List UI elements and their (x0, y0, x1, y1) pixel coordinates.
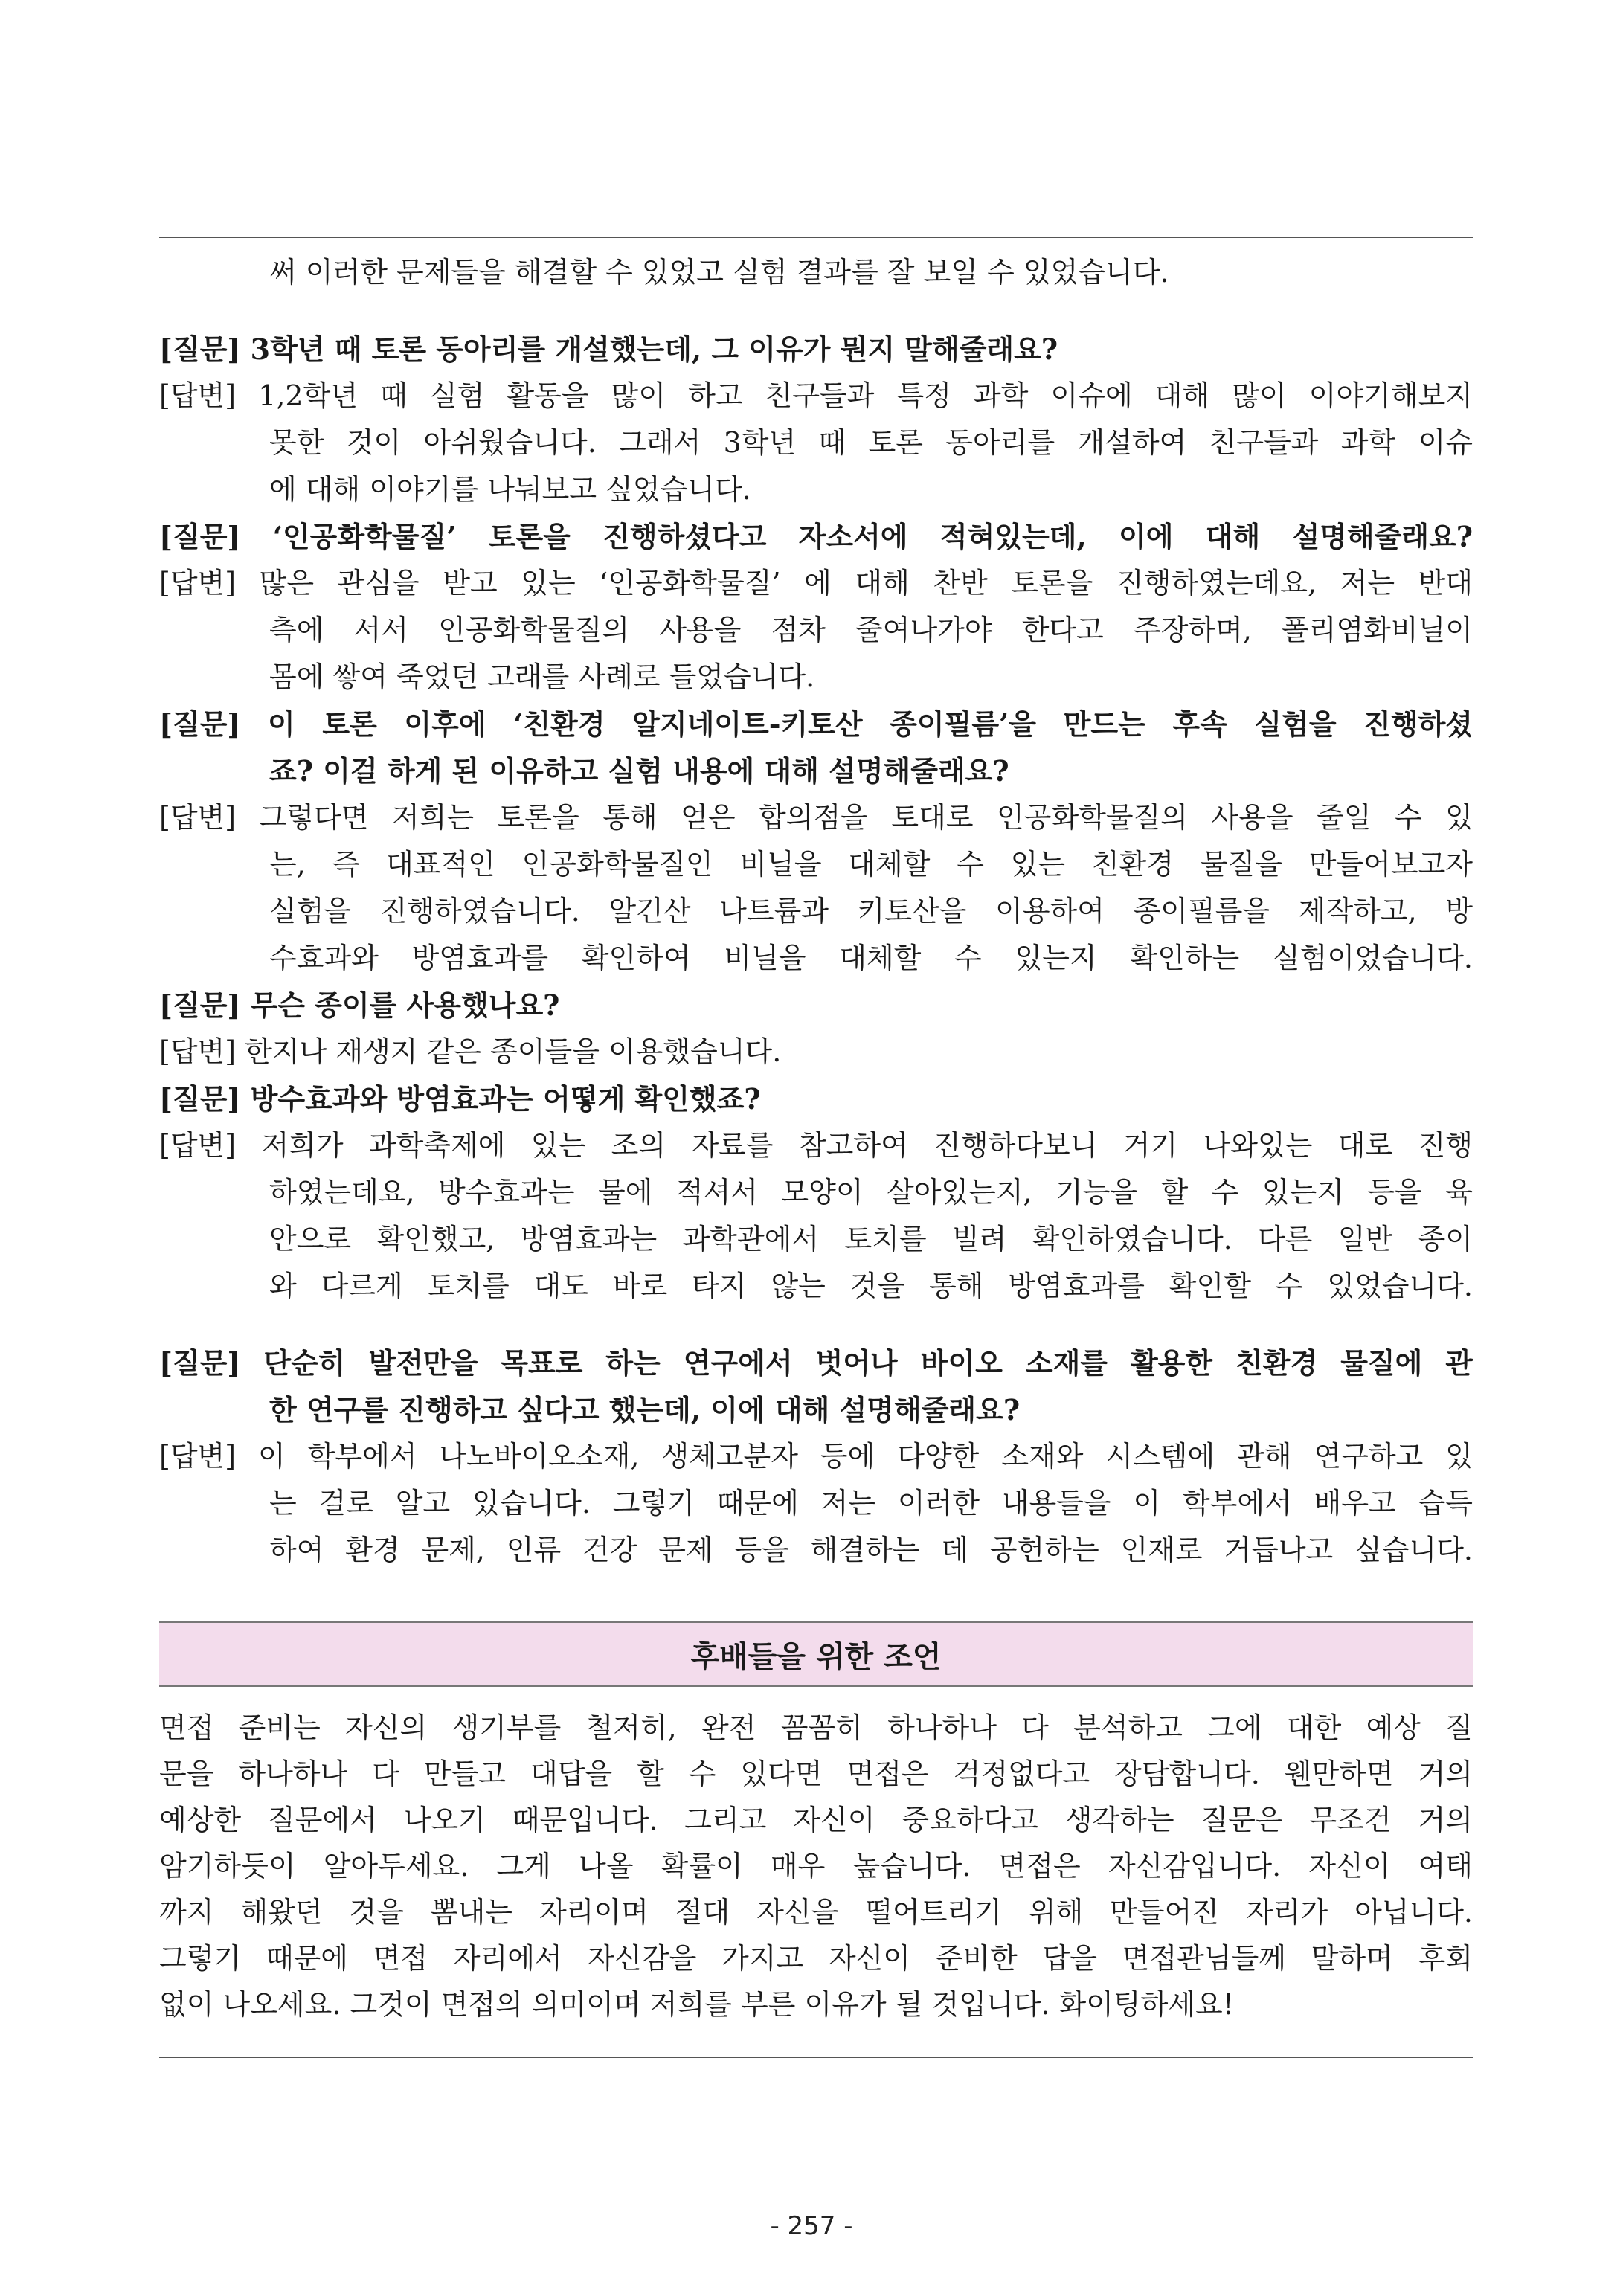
answer-tag: [답변] (159, 1129, 237, 1162)
qa-block (159, 1340, 1473, 1574)
answer-line (159, 1029, 1473, 1075)
advice-line: 면접 준비는 자신의 생기부를 철저히, 완전 꼼꼼히 하나하나 다 분석하고 그에 대한 예상 질 (159, 1711, 1473, 1744)
answer-line: 못한 것이 아쉬웠습니다. 그래서 3학년 때 토론 동아리를 개설하여 친구들과 과학 이슈 (269, 426, 1473, 459)
answer-text: 많은 관심을 받고 있는 ‘인공화학물질’ 에 대해 찬반 토론을 진행하였는데요, 저는 반대 (259, 567, 1473, 599)
question-tag: [질문] (159, 707, 241, 741)
question-line (159, 1075, 1473, 1122)
question-tag: [질문] (159, 520, 241, 553)
qa-section (159, 249, 1473, 1574)
answer-tag: [답변] (159, 801, 237, 834)
answer-tag: [답변] (159, 379, 237, 412)
advice-line: 없이 나오세요. 그것이 면접의 의미이며 저희를 부른 이유가 될 것입니다. 화이팅하세요! (159, 1988, 1235, 2021)
advice-line: 암기하듯이 알아두세요. 그게 나올 확률이 매우 높습니다. 면접은 자신감입니다. 자신이 여태 (159, 1850, 1473, 1882)
advice-section (159, 1705, 1473, 2028)
answer-line: 는, 즉 대표적인 인공화학물질인 비닐을 대체할 수 있는 친환경 물질을 만들어보고자 (269, 848, 1473, 881)
qa-block (159, 701, 1473, 982)
answer-text: 그렇다면 저희는 토론을 통해 얻은 합의점을 토대로 인공화학물질의 사용을 줄일 수 있 (259, 801, 1473, 834)
intro-line: 써 이러한 문제들을 해결할 수 있었고 실험 결과를 잘 보일 수 있었습니다. (269, 256, 1169, 289)
advice-line: 그렇기 때문에 면접 자리에서 자신감을 가지고 자신이 준비한 답을 면접관님들께 말하며 후회 (159, 1942, 1473, 1975)
answer-line: 하였는데요, 방수효과는 물에 적셔서 모양이 살아있는지, 기능을 할 수 있는지 등을 육 (269, 1176, 1473, 1209)
answer-tag: [답변] (159, 1440, 237, 1473)
question-tag: [질문] (159, 1082, 241, 1116)
answer-line: 와 다르게 토치를 대도 바로 타지 않는 것을 통해 방염효과를 확인할 수 있었습니다. (269, 1270, 1473, 1302)
advice-line: 까지 해왔던 것을 뽐내는 자리이며 절대 자신을 떨어트리기 위해 만들어진 자리가 아닙니다. (159, 1896, 1473, 1929)
question-tag: [질문] (159, 1346, 241, 1380)
qa-block (159, 982, 1473, 1075)
qa-block (159, 513, 1473, 701)
page-number: - 257 - (770, 2211, 853, 2241)
advice-heading: 후배들을 위한 조언 (159, 1621, 1473, 1687)
question-line: 죠? 이걸 하게 된 이유하고 실험 내용에 대해 설명해줄래요? (269, 754, 1009, 788)
question-text: 이 토론 이후에 ‘친환경 알지네이트-키토산 종이필름’을 만드는 후속 실험을 진행하셨 (268, 707, 1473, 741)
question-text: 3학년 때 토론 동아리를 개설했는데, 그 이유가 뭔지 말해줄래요? (250, 332, 1058, 366)
answer-text: 이 학부에서 나노바이오소재, 생체고분자 등에 다양한 소재와 시스템에 관해 연구하고 있 (258, 1440, 1473, 1473)
bottom-rule (159, 2057, 1473, 2058)
question-line (159, 513, 1473, 560)
answer-line: 측에 서서 인공화학물질의 사용을 점차 줄여나가야 한다고 주장하며, 폴리염화비닐이 (269, 614, 1473, 646)
answer-text: 1,2학년 때 실험 활동을 많이 하고 친구들과 특정 과학 이슈에 대해 많이 이야기해보지 (258, 379, 1473, 412)
top-rule (159, 237, 1473, 238)
answer-text: 저희가 과학축제에 있는 조의 자료를 참고하여 진행하다보니 거기 나와있는 대로 진행 (261, 1129, 1473, 1162)
question-line (159, 982, 1473, 1029)
question-text: 무슨 종이를 사용했나요? (250, 988, 560, 1022)
question-line: 한 연구를 진행하고 싶다고 했는데, 이에 대해 설명해줄래요? (269, 1393, 1021, 1427)
qa-block (159, 326, 1473, 513)
answer-tag: [답변] (159, 1035, 237, 1068)
answer-line: 는 걸로 알고 있습니다. 그렇기 때문에 저는 이러한 내용들을 이 학부에서 배우고 습득 (269, 1487, 1473, 1520)
answer-line (159, 1433, 1473, 1480)
question-text: ‘인공화학물질’ 토론을 진행하셨다고 자소서에 적혀있는데, 이에 대해 설명해줄래요? (272, 520, 1473, 553)
answer-line (159, 1122, 1473, 1169)
answer-line: 실험을 진행하였습니다. 알긴산 나트륨과 키토산을 이용하여 종이필름을 제작하고, 방 (269, 895, 1473, 927)
question-tag: [질문] (159, 988, 241, 1022)
question-text: 방수효과와 방염효과는 어떻게 확인했죠? (250, 1082, 761, 1116)
question-line (159, 326, 1473, 373)
answer-text: 한지나 재생지 같은 종이들을 이용했습니다. (245, 1035, 782, 1068)
answer-line (159, 373, 1473, 419)
answer-line: 수효과와 방염효과를 확인하여 비닐을 대체할 수 있는지 확인하는 실험이었습니다. (269, 942, 1473, 974)
answer-tag: [답변] (159, 567, 237, 599)
qa-block (159, 1075, 1473, 1310)
question-tag: [질문] (159, 332, 241, 366)
question-line (159, 1340, 1473, 1386)
answer-line: 하여 환경 문제, 인류 건강 문제 등을 해결하는 데 공헌하는 인재로 거듭나고 싶습니다. (269, 1534, 1473, 1566)
advice-line: 예상한 질문에서 나오기 때문입니다. 그리고 자신이 중요하다고 생각하는 질문은 무조건 거의 (159, 1804, 1473, 1836)
answer-line: 몸에 쌓여 죽었던 고래를 사례로 들었습니다. (269, 660, 815, 693)
answer-line (159, 560, 1473, 607)
advice-line: 문을 하나하나 다 만들고 대답을 할 수 있다면 면접은 걱정없다고 장담합니다. 웬만하면 거의 (159, 1758, 1473, 1790)
answer-line (159, 794, 1473, 841)
question-line (159, 701, 1473, 747)
answer-line: 에 대해 이야기를 나눠보고 싶었습니다. (269, 473, 751, 506)
question-text: 단순히 발전만을 목표로 하는 연구에서 벗어나 바이오 소재를 활용한 친환경 물질에 관 (263, 1346, 1473, 1380)
answer-line: 안으로 확인했고, 방염효과는 과학관에서 토치를 빌려 확인하였습니다. 다른 일반 종이 (269, 1223, 1473, 1255)
